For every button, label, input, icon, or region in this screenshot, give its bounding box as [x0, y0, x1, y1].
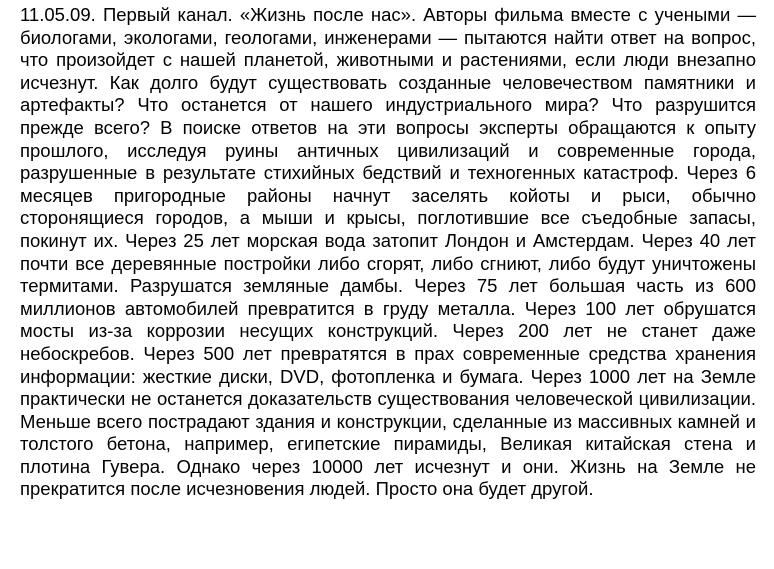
- article-paragraph: 11.05.09. Первый канал. «Жизнь после нас». Авторы фильма вместе с учеными — биологами, экологами, геологами, инженерами — пытаются найти ответ на вопрос, что произойдет с нашей планетой, животными и растениями, если люди внезапно исчезнут. Как долго будут существовать созданные человечеством памятники и артефакты? Что останется от нашего индустриального мира? Что разрушится прежде всего? В поиске ответов на эти вопросы эксперты обращаются к опыту прошлого, исследуя руины античных цивилизаций и современные города, разрушенные в результате стихийных бедствий и техногенных катастроф. Через 6 месяцев пригородные районы начнут заселять койоты и рыси, обычно сторонящиеся городов, а мыши и крысы, поглотившие все съедобные запасы, покинут их. Через 25 лет морская вода затопит Лондон и Амстердам. Через 40 лет почти все деревянные постройки либо сгорят, либо сгниют, либо будут уничтожены термитами. Разрушатся земляные дамбы. Через 75 лет большая часть из 600 миллионов автомобилей превратится в груду металла. Через 100 лет обрушатся мосты из-за коррозии несущих конструкций. Через 200 лет не станет даже небоскребов. Через 500 лет превратятся в прах современные средства хранения информации: жесткие диски, DVD, фотопленка и бумага. Через 1000 лет на Земле практически не останется доказательств существования человеческой цивилизации. Меньше всего пострадают здания и конструкции, сделанные из массивных камней и толстого бетона, например, египетские пирамиды, Великая китайская стена и плотина Гувера. Однако через 10000 лет исчезнут и они. Жизнь на Земле не прекратится после исчезновения людей. Просто она будет другой.: [20, 4, 756, 500]
